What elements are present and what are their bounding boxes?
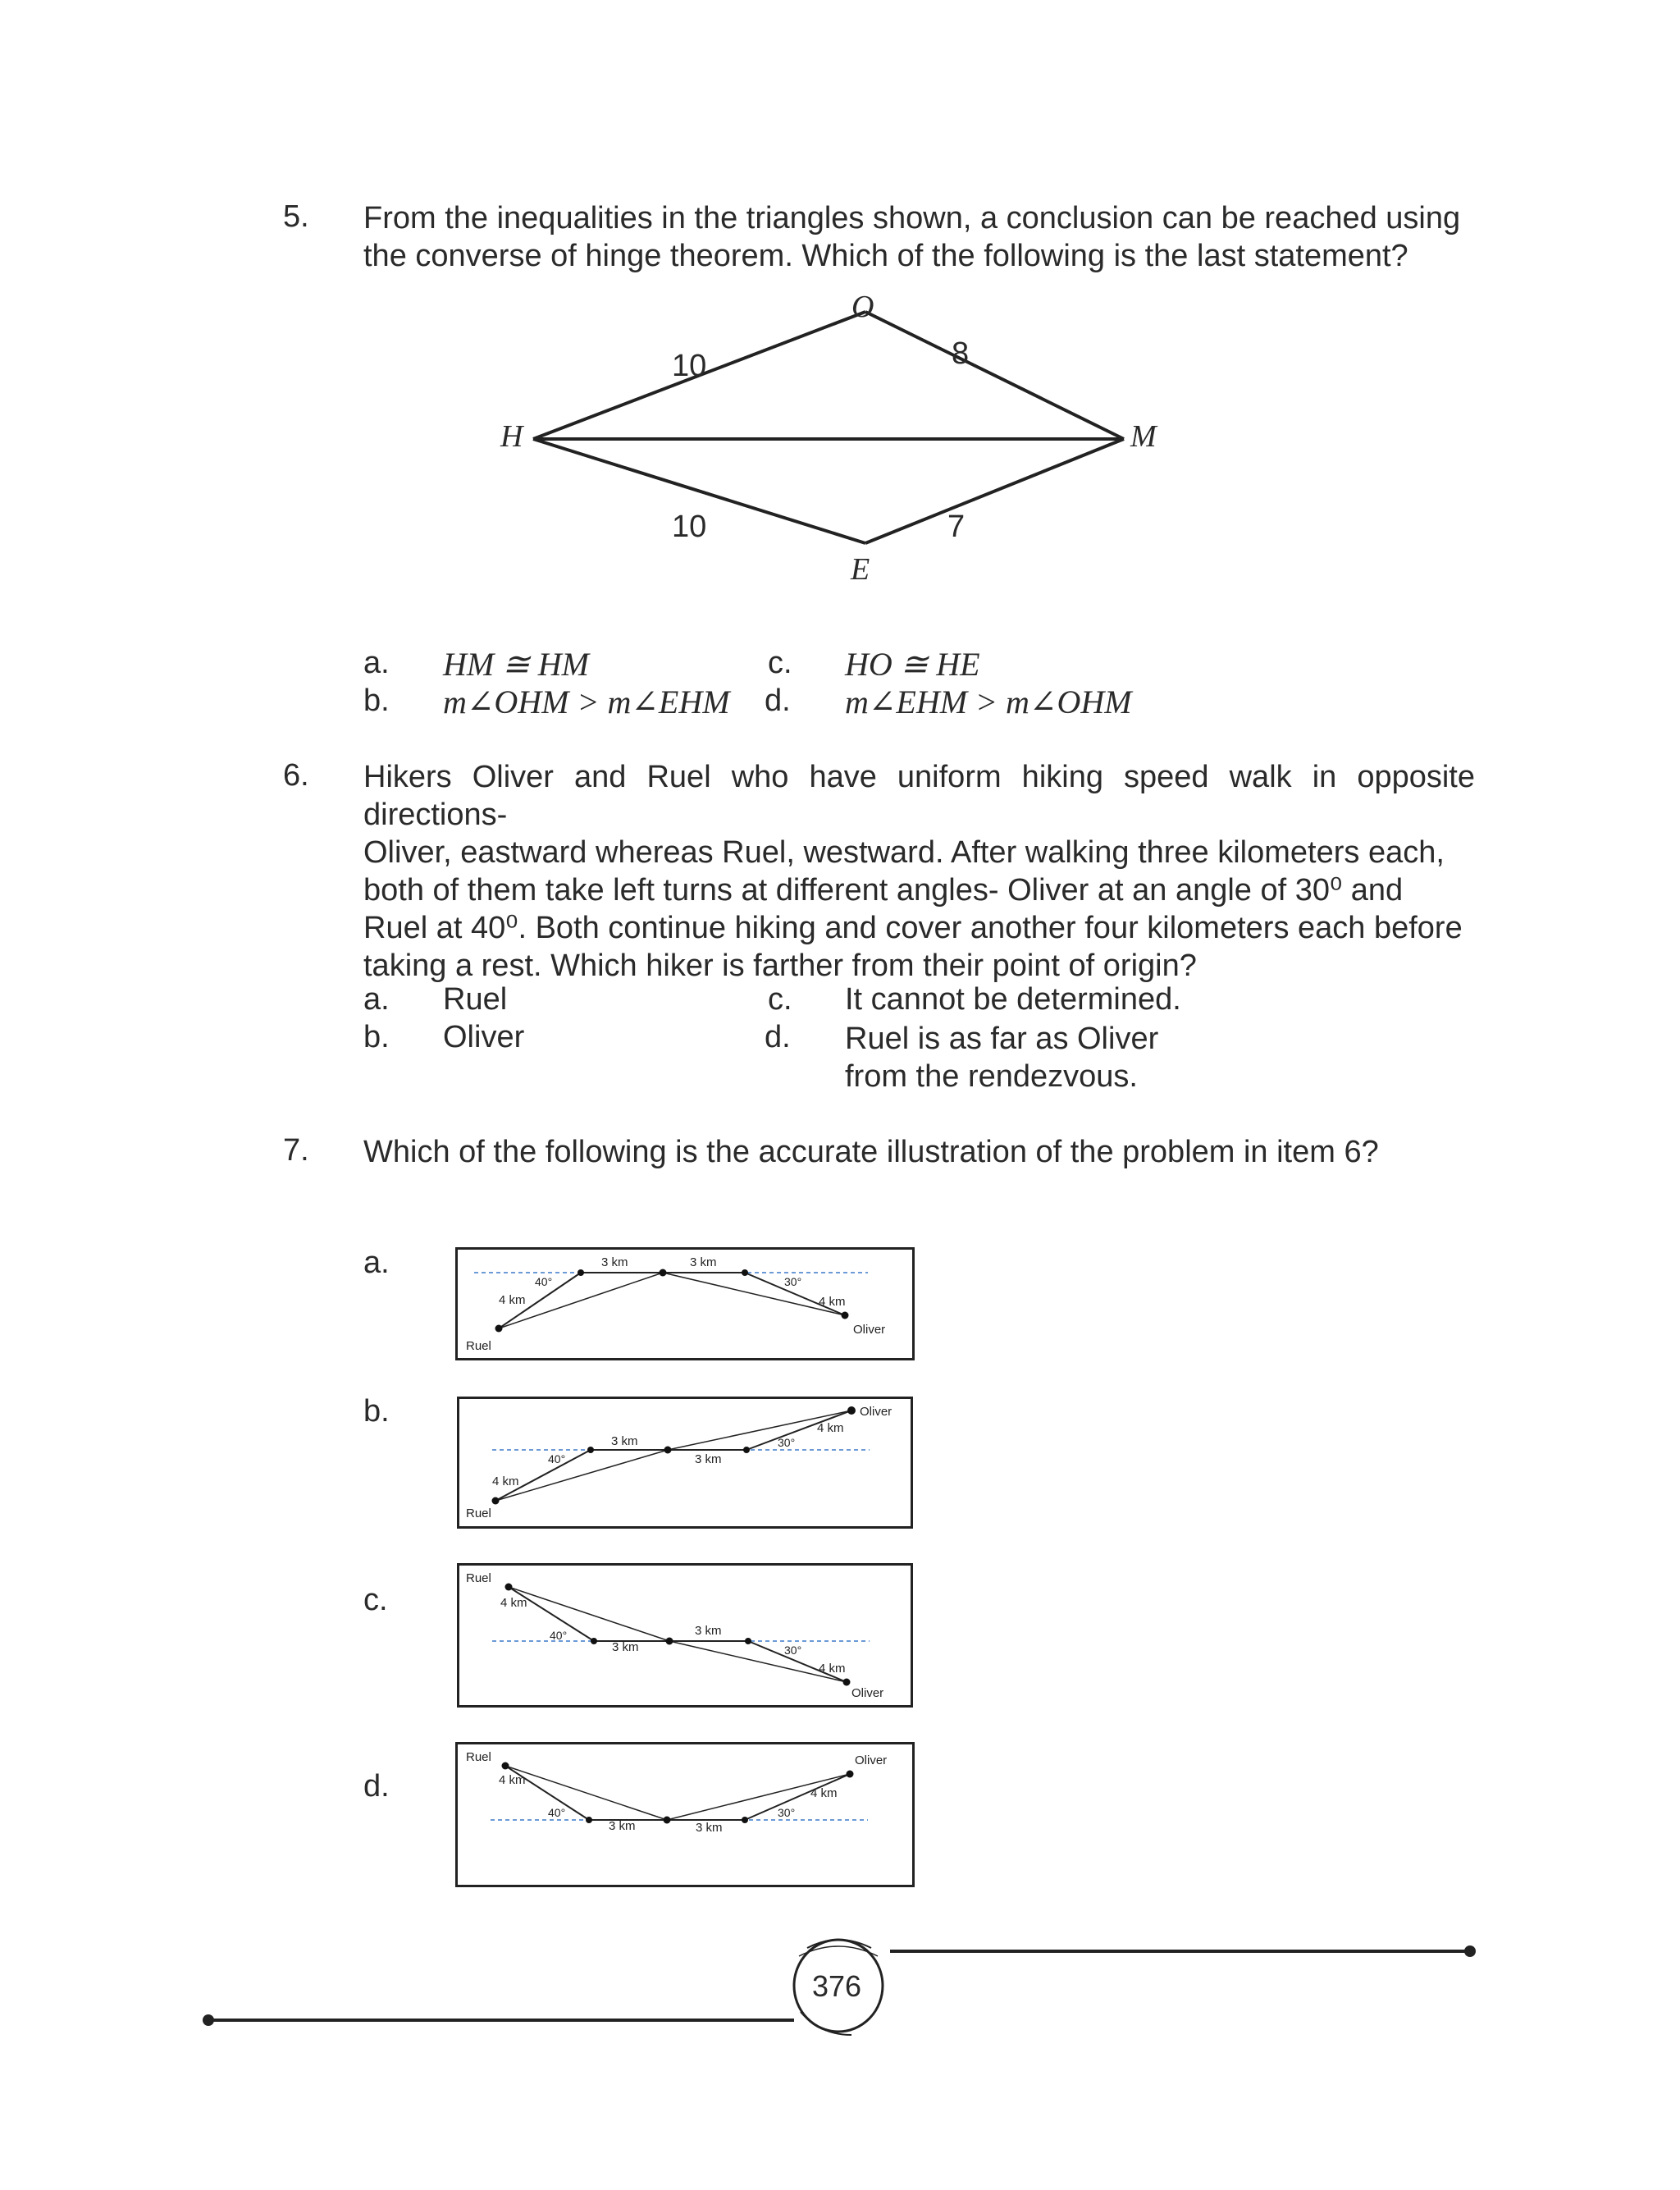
diagram-c-label-3km-right: 3 km	[695, 1624, 722, 1638]
diagram-d-label-4km-ruel: 4 km	[499, 1773, 526, 1787]
q5-text	[363, 199, 1475, 275]
diagram-b-label-oliver: Oliver	[860, 1405, 892, 1419]
diagram-b-svg	[459, 1399, 911, 1526]
q6-text-line4: Ruel at 40⁰. Both continue hiking and cover another four kilometers each before	[363, 911, 1463, 945]
diagram-c-label-30deg: 30°	[784, 1644, 802, 1657]
diagram-d-label-30deg: 30°	[778, 1806, 796, 1819]
q6-option-b-text[interactable]: Oliver	[443, 1020, 525, 1054]
q6-option-b-letter[interactable]: b.	[363, 1020, 390, 1054]
page-number: 376	[812, 1969, 862, 2003]
q6-text-line2: Oliver, eastward whereas Ruel, westward. After walking three kilometers each,	[363, 835, 1445, 870]
q7-option-a-diagram[interactable]	[455, 1247, 915, 1360]
q5-option-d-text[interactable]: m∠EHM > m∠OHM	[845, 684, 1132, 720]
diagram-b-label-3km-right: 3 km	[695, 1452, 722, 1466]
q7-option-a-letter[interactable]: a.	[363, 1246, 390, 1280]
q6-option-a-letter[interactable]: a.	[363, 982, 390, 1017]
diagram-b-label-3km-left: 3 km	[611, 1434, 638, 1448]
q5-option-d-letter[interactable]: d.	[765, 684, 791, 718]
q5-option-a-text[interactable]: HM ≅ HM	[443, 646, 589, 683]
diagram-c-label-4km-ruel: 4 km	[500, 1596, 527, 1610]
diagram-a-label-oliver: Oliver	[853, 1323, 886, 1337]
q5-option-a-letter[interactable]: a.	[363, 646, 390, 680]
q5-option-c-text[interactable]: HO ≅ HE	[845, 646, 980, 683]
diagram-d-label-4km-oliver: 4 km	[810, 1786, 838, 1800]
q6-text-line1: Hikers Oliver and Ruel who have uniform hiking speed walk in opposite directions-	[363, 760, 1475, 832]
diagram-a-label-4km-oliver: 4 km	[819, 1295, 846, 1309]
vertex-label-e: E	[851, 552, 870, 587]
q6-option-c-text[interactable]: It cannot be determined.	[845, 982, 1181, 1017]
q5-option-b-text[interactable]: m∠OHM > m∠EHM	[443, 684, 730, 720]
diagram-d-label-ruel: Ruel	[466, 1750, 491, 1764]
q5-text-line1: From the inequalities in the triangles shown, a conclusion can be reached using	[363, 201, 1461, 235]
q6-text	[363, 758, 1475, 985]
q6-option-c-letter[interactable]: c.	[768, 982, 792, 1017]
side-label-he: 10	[672, 510, 707, 544]
diagram-c-label-3km-left: 3 km	[612, 1640, 639, 1654]
q5-option-c-letter[interactable]: c.	[768, 646, 792, 680]
segment-om	[865, 312, 1124, 439]
q6-number: 6.	[283, 758, 309, 793]
q6-text-line3: both of them take left turns at different angles- Oliver at an angle of 30⁰ and	[363, 873, 1404, 908]
diagram-c-svg	[459, 1566, 911, 1705]
q6-option-d-line2: from the rendezvous.	[845, 1059, 1138, 1094]
diagram-a-label-40deg: 40°	[535, 1275, 553, 1288]
diagram-d-svg	[458, 1744, 912, 1885]
diagram-a-label-30deg: 30°	[784, 1275, 802, 1288]
diagram-d-label-40deg: 40°	[548, 1806, 566, 1819]
side-label-em: 7	[947, 510, 966, 544]
q6-option-d-line1: Ruel is as far as Oliver	[845, 1022, 1159, 1056]
q7-option-b-diagram[interactable]	[457, 1397, 913, 1529]
q5-number: 5.	[283, 199, 309, 234]
diagram-b-label-4km-ruel: 4 km	[492, 1474, 519, 1488]
diagram-b-label-30deg: 30°	[778, 1436, 796, 1449]
diagram-c-label-ruel: Ruel	[466, 1571, 491, 1585]
q5-option-b-letter[interactable]: b.	[363, 684, 390, 718]
page-number-arc-top2	[799, 1946, 878, 1956]
q7-number: 7.	[283, 1133, 309, 1168]
diagram-a-svg	[458, 1250, 912, 1358]
diagram-d-label-3km-left: 3 km	[609, 1819, 636, 1833]
diagram-b-label-40deg: 40°	[548, 1452, 566, 1465]
q6-text-line5: taking a rest. Which hiker is farther from their point of origin?	[363, 949, 1197, 983]
diagram-b-label-ruel: Ruel	[466, 1506, 491, 1520]
q5-kite-figure	[459, 287, 1198, 599]
side-label-om: 8	[952, 336, 970, 371]
q7-option-d-letter[interactable]: d.	[363, 1769, 390, 1804]
q7-option-d-diagram[interactable]	[455, 1742, 915, 1887]
diagram-a-label-3km-right: 3 km	[690, 1255, 717, 1269]
footer-dot-left	[203, 2014, 214, 2026]
q7-option-c-diagram[interactable]	[457, 1563, 913, 1708]
diagram-a-label-ruel: Ruel	[466, 1339, 491, 1353]
diagram-b-label-4km-oliver: 4 km	[817, 1421, 844, 1435]
q7-option-c-letter[interactable]: c.	[363, 1583, 388, 1617]
q7-option-b-letter[interactable]: b.	[363, 1394, 390, 1429]
diagram-c-label-oliver: Oliver	[851, 1686, 884, 1700]
q6-option-d-text[interactable]	[845, 1020, 1158, 1095]
vertex-label-m: M	[1130, 419, 1157, 454]
vertex-label-h: H	[500, 419, 523, 454]
diagram-a-label-4km-ruel: 4 km	[499, 1293, 526, 1307]
q5-text-line2: the converse of hinge theorem. Which of the following is the last statement?	[363, 239, 1408, 273]
diagram-a-label-3km-left: 3 km	[601, 1255, 628, 1269]
vertex-label-o: O	[851, 290, 874, 324]
footer-dot-right	[1464, 1945, 1476, 1957]
segment-em	[865, 439, 1124, 543]
diagram-d-label-oliver: Oliver	[855, 1753, 888, 1767]
diagram-d-label-3km-right: 3 km	[696, 1821, 723, 1835]
q7-text: Which of the following is the accurate illustration of the problem in item 6?	[363, 1135, 1379, 1169]
q6-option-a-text[interactable]: Ruel	[443, 982, 508, 1017]
diagram-c-label-4km-oliver: 4 km	[819, 1662, 846, 1676]
side-label-ho: 10	[672, 349, 707, 383]
diagram-c-label-40deg: 40°	[550, 1629, 568, 1642]
q6-option-d-letter[interactable]: d.	[765, 1020, 791, 1054]
